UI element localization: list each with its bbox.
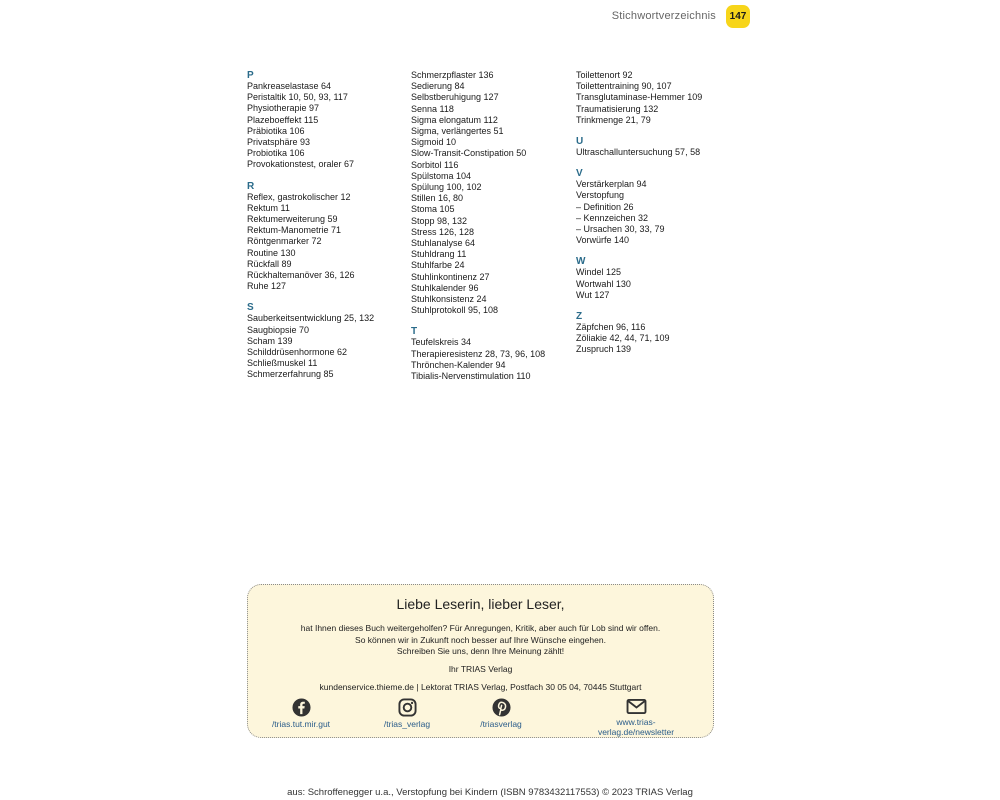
index-entry: Slow-Transit-Constipation 50 [411,148,527,159]
feedback-line: So können wir in Zukunft noch besser auf Ihre Wünsche eingehen. [355,634,606,645]
index-entry: Sigma elongatum 112 [411,114,498,125]
pinterest-icon [492,698,511,717]
index-entry: Stuhlanalyse 64 [411,238,476,249]
index-entry: Pankreaselastase 64 [247,81,332,91]
index-entry: Zöliakie 42, 44, 71, 109 [576,333,670,344]
index-entry: Saugbiopsie 70 [247,324,310,335]
index-column-1 [247,70,407,381]
social-label: www.trias-verlag.de/newsletter [597,717,675,737]
index-entry: Stuhlinkontinenz 27 [411,271,490,282]
index-entry: Stuhlprotokoll 95, 108 [411,305,499,316]
index-entry: Rektumerweiterung 59 [247,214,338,225]
social-links [248,698,713,737]
index-entry: – Ursachen 30, 33, 79 [576,224,665,235]
mail-icon [626,698,647,715]
feedback-contact[interactable]: kundenservice.thieme.de | Lektorat TRIAS Verlag, Postfach 30 05 04, 70445 Stuttgart [319,681,642,692]
index-entry: Stress 126, 128 [411,226,475,237]
index-entry: Stuhlkonsistenz 24 [411,294,487,305]
index-entry: Stuhlfarbe 24 [411,260,465,271]
index-entry: Präbiotika 106 [247,125,305,136]
index-letter-heading: R [247,180,255,192]
index-entry: Stuhldrang 11 [411,249,467,260]
feedback-line: hat Ihnen dieses Buch weitergeholfen? Für Anregungen, Kritik, aber auch für Lob sind wir offen. [300,623,661,633]
index-entry: Vorwürfe 140 [576,235,630,246]
index-entry: Wortwahl 130 [576,278,631,289]
index-letter-heading: T [411,326,418,338]
index-letter-heading: P [247,70,254,81]
page-header-title: Stichwortverzeichnis [611,10,716,22]
social-label: /triasverlag [480,719,522,729]
social-link-pinterest[interactable] [446,698,556,729]
index-entry: Provokationstest, oraler 67 [247,159,355,170]
reader-feedback-box [247,584,714,738]
feedback-signature: Ihr TRIAS Verlag [448,663,513,674]
index-entry: Tibialis-Nervenstimulation 110 [411,371,531,382]
index-entry: Sorbitol 116 [411,159,459,170]
index-entry: Peristaltik 10, 50, 93, 117 [247,92,348,103]
index-entry: Sigma, verlängertes 51 [411,126,504,137]
index-entry: Zuspruch 139 [576,344,632,355]
index-column-3 [576,70,736,356]
index-letter-heading: S [247,302,254,314]
index-entry: Verstopfung [576,190,625,201]
social-link-newsletter[interactable] [581,698,691,737]
index-entry: Rektum-Manometrie 71 [247,225,342,236]
index-entry: Schilddrüsenhormone 62 [247,347,348,358]
index-entry: Scham 139 [247,335,293,346]
index-entry: Sedierung 84 [411,81,465,92]
index-entry: Reflex, gastrokolischer 12 [247,191,351,202]
index-entry: Selbstberuhigung 127 [411,92,499,103]
index-entry: Rektum 11 [247,202,290,213]
index-entry: Traumatisierung 132 [576,103,659,114]
index-entry: Toilettenort 92 [576,70,633,80]
index-entry: Stoma 105 [411,204,455,215]
index-entry: Stillen 16, 80 [411,193,464,204]
feedback-line: Schreiben Sie uns, denn Ihre Meinung zählt! [396,646,565,656]
social-link-facebook[interactable] [246,698,356,729]
index-entry: Rückhaltemanöver 36, 126 [247,270,355,281]
social-label: /trias_verlag [383,719,431,729]
index-letter-heading: W [576,256,586,268]
index-entry: – Kennzeichen 32 [576,212,649,223]
index-entry: Trinkmenge 21, 79 [576,114,651,125]
instagram-icon [398,698,417,717]
index-entry: Spülung 100, 102 [411,182,482,193]
index-entry: Sauberkeitsentwicklung 25, 132 [247,313,375,324]
index-column-2 [411,70,571,382]
index-entry: Windel 125 [576,267,622,278]
facebook-icon [292,698,311,717]
index-entry: Thrönchen-Kalender 94 [411,359,506,370]
index-entry: Spülstoma 104 [411,170,472,181]
index-entry: Röntgenmarker 72 [247,236,322,247]
index-letter-heading: V [576,168,583,180]
index-entry: Schmerzerfahrung 85 [247,369,334,380]
index-entry: Stopp 98, 132 [411,215,468,226]
index-letter-heading: U [576,136,584,148]
index-entry: Ruhe 127 [247,281,287,292]
index-entry: Senna 118 [411,103,454,114]
social-label: /trias.tut.mir.gut [271,719,331,729]
index-entry: Therapieresistenz 28, 73, 96, 108 [411,348,546,359]
index-entry: Routine 130 [247,247,296,258]
index-entry: Zäpfchen 96, 116 [576,322,646,333]
index-entry: Schmerzpflaster 136 [411,70,494,80]
index-entry: Physiotherapie 97 [247,103,320,114]
index-entry: Probiotika 106 [247,148,305,159]
index-entry: Wut 127 [576,289,610,300]
index-entry: Verstärkerplan 94 [576,179,647,190]
index-entry: Ultraschalluntersuchung 57, 58 [576,147,701,158]
index-entry: Privatsphäre 93 [247,137,311,148]
index-entry: Sigmoid 10 [411,137,457,148]
index-letter-heading: Z [576,311,583,323]
index-entry: Stuhlkalender 96 [411,282,479,293]
index-entry: – Definition 26 [576,201,634,212]
feedback-heading: Liebe Leserin, lieber Leser, [396,596,565,612]
page-number-badge: 147 [726,5,750,28]
index-entry: Transglutaminase-Hemmer 109 [576,92,703,103]
index-entry: Plazeboeffekt 115 [247,114,319,125]
feedback-body [248,623,713,658]
index-entry: Teufelskreis 34 [411,337,472,348]
index-entry: Toilettentraining 90, 107 [576,81,672,92]
index-entry: Schließmuskel 11 [247,358,318,369]
source-footer: aus: Schroffenegger u.a., Verstopfung bei Kindern (ISBN 9783432117553) © 2023 TRIAS Verlag [287,787,693,798]
index-entry: Rückfall 89 [247,258,292,269]
